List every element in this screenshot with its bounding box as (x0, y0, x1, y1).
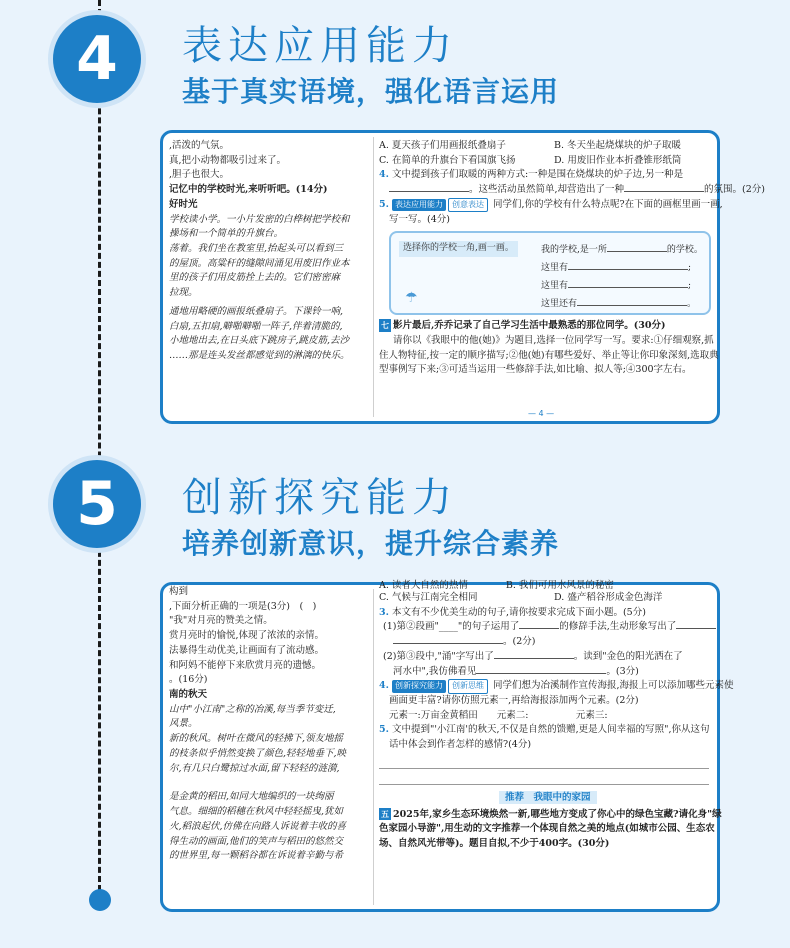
page-number: — 4 — (528, 409, 555, 418)
question-text: 场、自然风光带等)。题目自拟,不少于400字。(30分) (379, 838, 610, 850)
passage-line: 火,稻浪起伏,仿佛在向路人诉说着丰收的喜 (169, 820, 347, 832)
question-5 (379, 723, 713, 738)
recommend-header (499, 791, 713, 806)
writing-label: 的学校。 (666, 245, 703, 256)
answer-blank[interactable] (607, 244, 667, 252)
question-text: (1)第②段画"____"的句子运用了 (383, 621, 520, 633)
umbrella-icon: ☂ (405, 289, 418, 306)
question-number: 4. (379, 680, 389, 692)
option-row (379, 154, 713, 169)
right-column-questions (379, 133, 765, 421)
question-5-essay (379, 808, 722, 823)
passage-line: 小地地出去,在日头底下跳房子,跳皮筋,去沙 (169, 335, 350, 347)
option-row-cut: A. 读者大自然的热情 B. 我们可用水风景的秘密 (379, 580, 614, 591)
passage-line: 风景。 (169, 718, 198, 730)
passage-line: 是金黄的稻田,如同大地编织的一块绚丽 (169, 791, 334, 803)
option-row (379, 139, 713, 154)
passage-line: 尔,有几只白鹭掠过水面,留下轻轻的涟漪, (169, 762, 340, 774)
question-4-cont (379, 183, 765, 198)
passage-line: 记忆中的学校时光,来听听吧。(14分) (169, 184, 328, 196)
passage-line: 的屋顶。高粱秆的缝隙间涌见用废旧作业本 (169, 257, 350, 269)
question-3-2-cont (379, 665, 713, 680)
recommend-label: 推荐 我眼中的家园 (499, 791, 597, 804)
question-text: 。这些活动虽然简单,却营造出了一种 (469, 184, 625, 196)
question-7 (379, 319, 713, 334)
left-column-passage (169, 585, 369, 909)
passage-line: 新的秋风。树叶在微风的轻拂下,领友地摇 (169, 733, 344, 745)
question-text: 影片最后,乔乔记录了自己学习生活中最熟悉的那位同学。(30分) (393, 320, 666, 332)
section-title: 创新探究能力 (182, 475, 458, 521)
skill-tag: 创新思维 (448, 679, 488, 693)
passage-line: 。(16分) (169, 674, 208, 686)
option-d: D. 用废旧作业本折叠锥形纸筒 (554, 154, 682, 166)
passage-line: 山中"小江南"之称的冶溪,每当季节变迁, (169, 703, 336, 715)
question-text: 2025年,家乡生态环境焕然一新,哪些地方变成了你心中的绿色宝藏?请化身"绿 (393, 808, 722, 820)
passage-line: 和阿妈不能停下来欣赏月亮的遗憾。 (169, 659, 322, 671)
skill-tag: 创意表达 (448, 198, 488, 212)
question-number: 五 (381, 808, 389, 819)
section-number-badge: 4 (48, 10, 146, 108)
option-row (379, 591, 713, 606)
question-text: 型事例写下来;③可适当运用一些修辞手法,如比喻、拟人等;④300字左右。 (379, 364, 692, 376)
passage-line: 拉现。 (169, 287, 198, 299)
option-c: C. 气候与江南完全相同 (379, 592, 478, 603)
writing-label: 这里还有 (541, 299, 578, 310)
ability-tag: 表达应用能力 (392, 199, 446, 211)
passage-line: ,活泼的气氛。 (169, 140, 230, 151)
option-b: B. 冬天坐起烧煤块的炉子取暖 (554, 140, 682, 151)
section-subtitle: 基于真实语境，强化语言运用 (182, 75, 560, 108)
option-a: A. 夏天孩子们用画报纸叠扇子 (379, 140, 506, 151)
drawing-frame[interactable] (389, 231, 711, 315)
question-3-1-cont (379, 635, 713, 650)
column-divider (373, 137, 374, 417)
question-3 (379, 606, 713, 621)
question-4 (379, 168, 713, 183)
writing-label: 这里有 (541, 263, 569, 274)
question-5 (379, 198, 723, 213)
question-text: 色家园小导游",用生动的文字推荐一个体现自然之美的地点(如城市公园、生态农 (379, 823, 715, 835)
passage-title: 好时光 (169, 198, 198, 210)
question-4 (379, 679, 734, 694)
answer-blank[interactable] (568, 280, 688, 288)
passage-line (169, 776, 369, 790)
drawing-prompt: 选择你的学校一角,画一画。 (399, 241, 518, 257)
writing-label: 这里有 (541, 281, 569, 292)
question-text: 同学们,你的学校有什么特点呢?在下面的画框里画一画, (492, 198, 723, 210)
answer-line[interactable] (379, 759, 709, 769)
question-text: 本文有不少优美生动的句子,请你按要求完成下面小题。(5分) (391, 606, 646, 618)
answer-blank[interactable] (393, 636, 503, 644)
passage-line: "我"对月亮的赞美之情。 (169, 615, 273, 627)
question-text: 同学们想为冶溪制作宣传海报,海报上可以添加哪些元素使 (492, 680, 734, 692)
question-text: 。读到"金色的阳光洒在了 (573, 650, 683, 662)
passage-line: ,下面分析正确的一项是(3分) ( ) (169, 600, 317, 612)
answer-line[interactable] (379, 775, 709, 785)
question-elements: 元素一:万亩金黄稻田 元素二: 元素三: (389, 709, 608, 721)
right-column-questions (379, 580, 734, 909)
question-number: 5. (379, 724, 389, 736)
question-number: 七 (381, 320, 389, 331)
section-subtitle: 培养创新意识，提升综合素养 (182, 527, 560, 560)
writing-lines: 我的学校,是一所 的学校。 这里有 ; 这里有 ; 这里还有 。 (541, 245, 703, 310)
option-c: C. 在简单的升旗台下看国旗飞扬 (379, 154, 516, 166)
passage-line: 得生动的画面,他们的笑声与稻田的悠然交 (169, 835, 344, 847)
question-text: 画面更丰富?请你仿照元素一,再给海报添加两个元素。(2分) (389, 695, 639, 707)
question-text: 住人物特征,按一定的顺序描写;②他(她)有哪些爱好、举止等让你印象深刻,选取典 (379, 349, 719, 361)
timeline-dashed-line (98, 0, 101, 900)
passage-line: 操场和一个简单的升旗台。 (169, 228, 284, 240)
answer-blank[interactable] (389, 184, 469, 192)
question-number: 3. (379, 606, 389, 618)
left-column-passage (169, 133, 369, 421)
question-text: 的氛围。(2分) (704, 184, 765, 196)
section-title: 表达应用能力 (182, 23, 458, 69)
question-number: 5. (379, 198, 389, 210)
answer-blank[interactable] (676, 621, 716, 629)
passage-line: 的枝条似乎悄然变换了颜色,轻轻地垂下,映 (169, 747, 347, 759)
answer-blank[interactable] (624, 184, 704, 192)
writing-label: 我的学校,是一所 (541, 245, 607, 256)
passage-line: ……那是连头发丝都感觉到的淋漓的快乐。 (169, 350, 350, 362)
passage-line: 通地用略硬的画报纸叠扇子。下课铃一响, (169, 305, 344, 317)
passage-title: 南的秋天 (169, 689, 208, 701)
section-number-badge: 5 (48, 455, 146, 553)
question-text: 文中提到"'小江南'的秋天,不仅是自然的馈赠,更是人间幸福的写照",你从这句 (391, 724, 710, 736)
question-text: 河水中",我仿佛看见 (393, 665, 477, 677)
timeline-end-dot (89, 889, 111, 911)
worksheet-page-preview (160, 130, 765, 424)
answer-blank[interactable] (577, 298, 687, 306)
passage-line: 白扇,五扣扇,噼啪噼啪一阵子,伴着清脆的, (169, 320, 343, 332)
passage-line: 里的孩子们用皮筋拴上去的。它们密密麻 (169, 272, 341, 284)
passage-line: 荡着。我们坐在教室里,抬起头可以看到三 (169, 243, 344, 255)
question-3-2 (379, 650, 713, 665)
passage-line: 赏月亮时的愉悦,体现了浓浓的亲情。 (169, 630, 325, 642)
question-text: 文中提到孩子们取暖的两种方式:一种是围在烧煤块的炉子边,另一种是 (391, 169, 684, 181)
passage-line: 真,把小动物都吸引过来了。 (169, 154, 287, 166)
answer-blank[interactable] (494, 651, 574, 659)
question-text: (2)第③段中,"涌"字写出了 (383, 650, 494, 662)
question-text: 。(2分) (503, 636, 536, 648)
ability-tag: 创新探究能力 (392, 680, 446, 692)
question-text: 写一写。(4分) (389, 213, 450, 225)
column-divider (373, 589, 374, 905)
option-d: D. 盛产稻谷形成金色海洋 (554, 592, 663, 603)
passage-line: 的世界里,每一颗稻谷都在诉说着辛勤与希 (169, 850, 344, 862)
answer-blank[interactable] (476, 666, 606, 674)
passage-line: 气息。细细的稻穗在秋风中轻轻摇曳,犹如 (169, 806, 344, 818)
passage-line: ,胆子也很大。 (169, 169, 230, 181)
passage-line: 构到 (169, 586, 189, 597)
passage-line: 法暴得生动优美,让画面有了流动感。 (169, 644, 325, 656)
question-text: 的修辞手法,生动形象写出了 (559, 621, 677, 633)
question-text: 。(3分) (606, 665, 639, 677)
question-text: 话中体会到作者怎样的感情?(4分) (389, 739, 532, 751)
worksheet-page-preview (160, 580, 734, 912)
question-number: 4. (379, 169, 389, 181)
question-text: 请你以《我眼中的他(她)》为题目,选择一位同学写一写。要求:①仔细观察,抓 (393, 335, 714, 347)
question-3-1 (379, 620, 713, 635)
passage-line: 学校读小学。一小片发密的白桦树把学校和 (169, 213, 350, 225)
answer-blank[interactable] (519, 621, 559, 629)
answer-blank[interactable] (568, 262, 688, 270)
